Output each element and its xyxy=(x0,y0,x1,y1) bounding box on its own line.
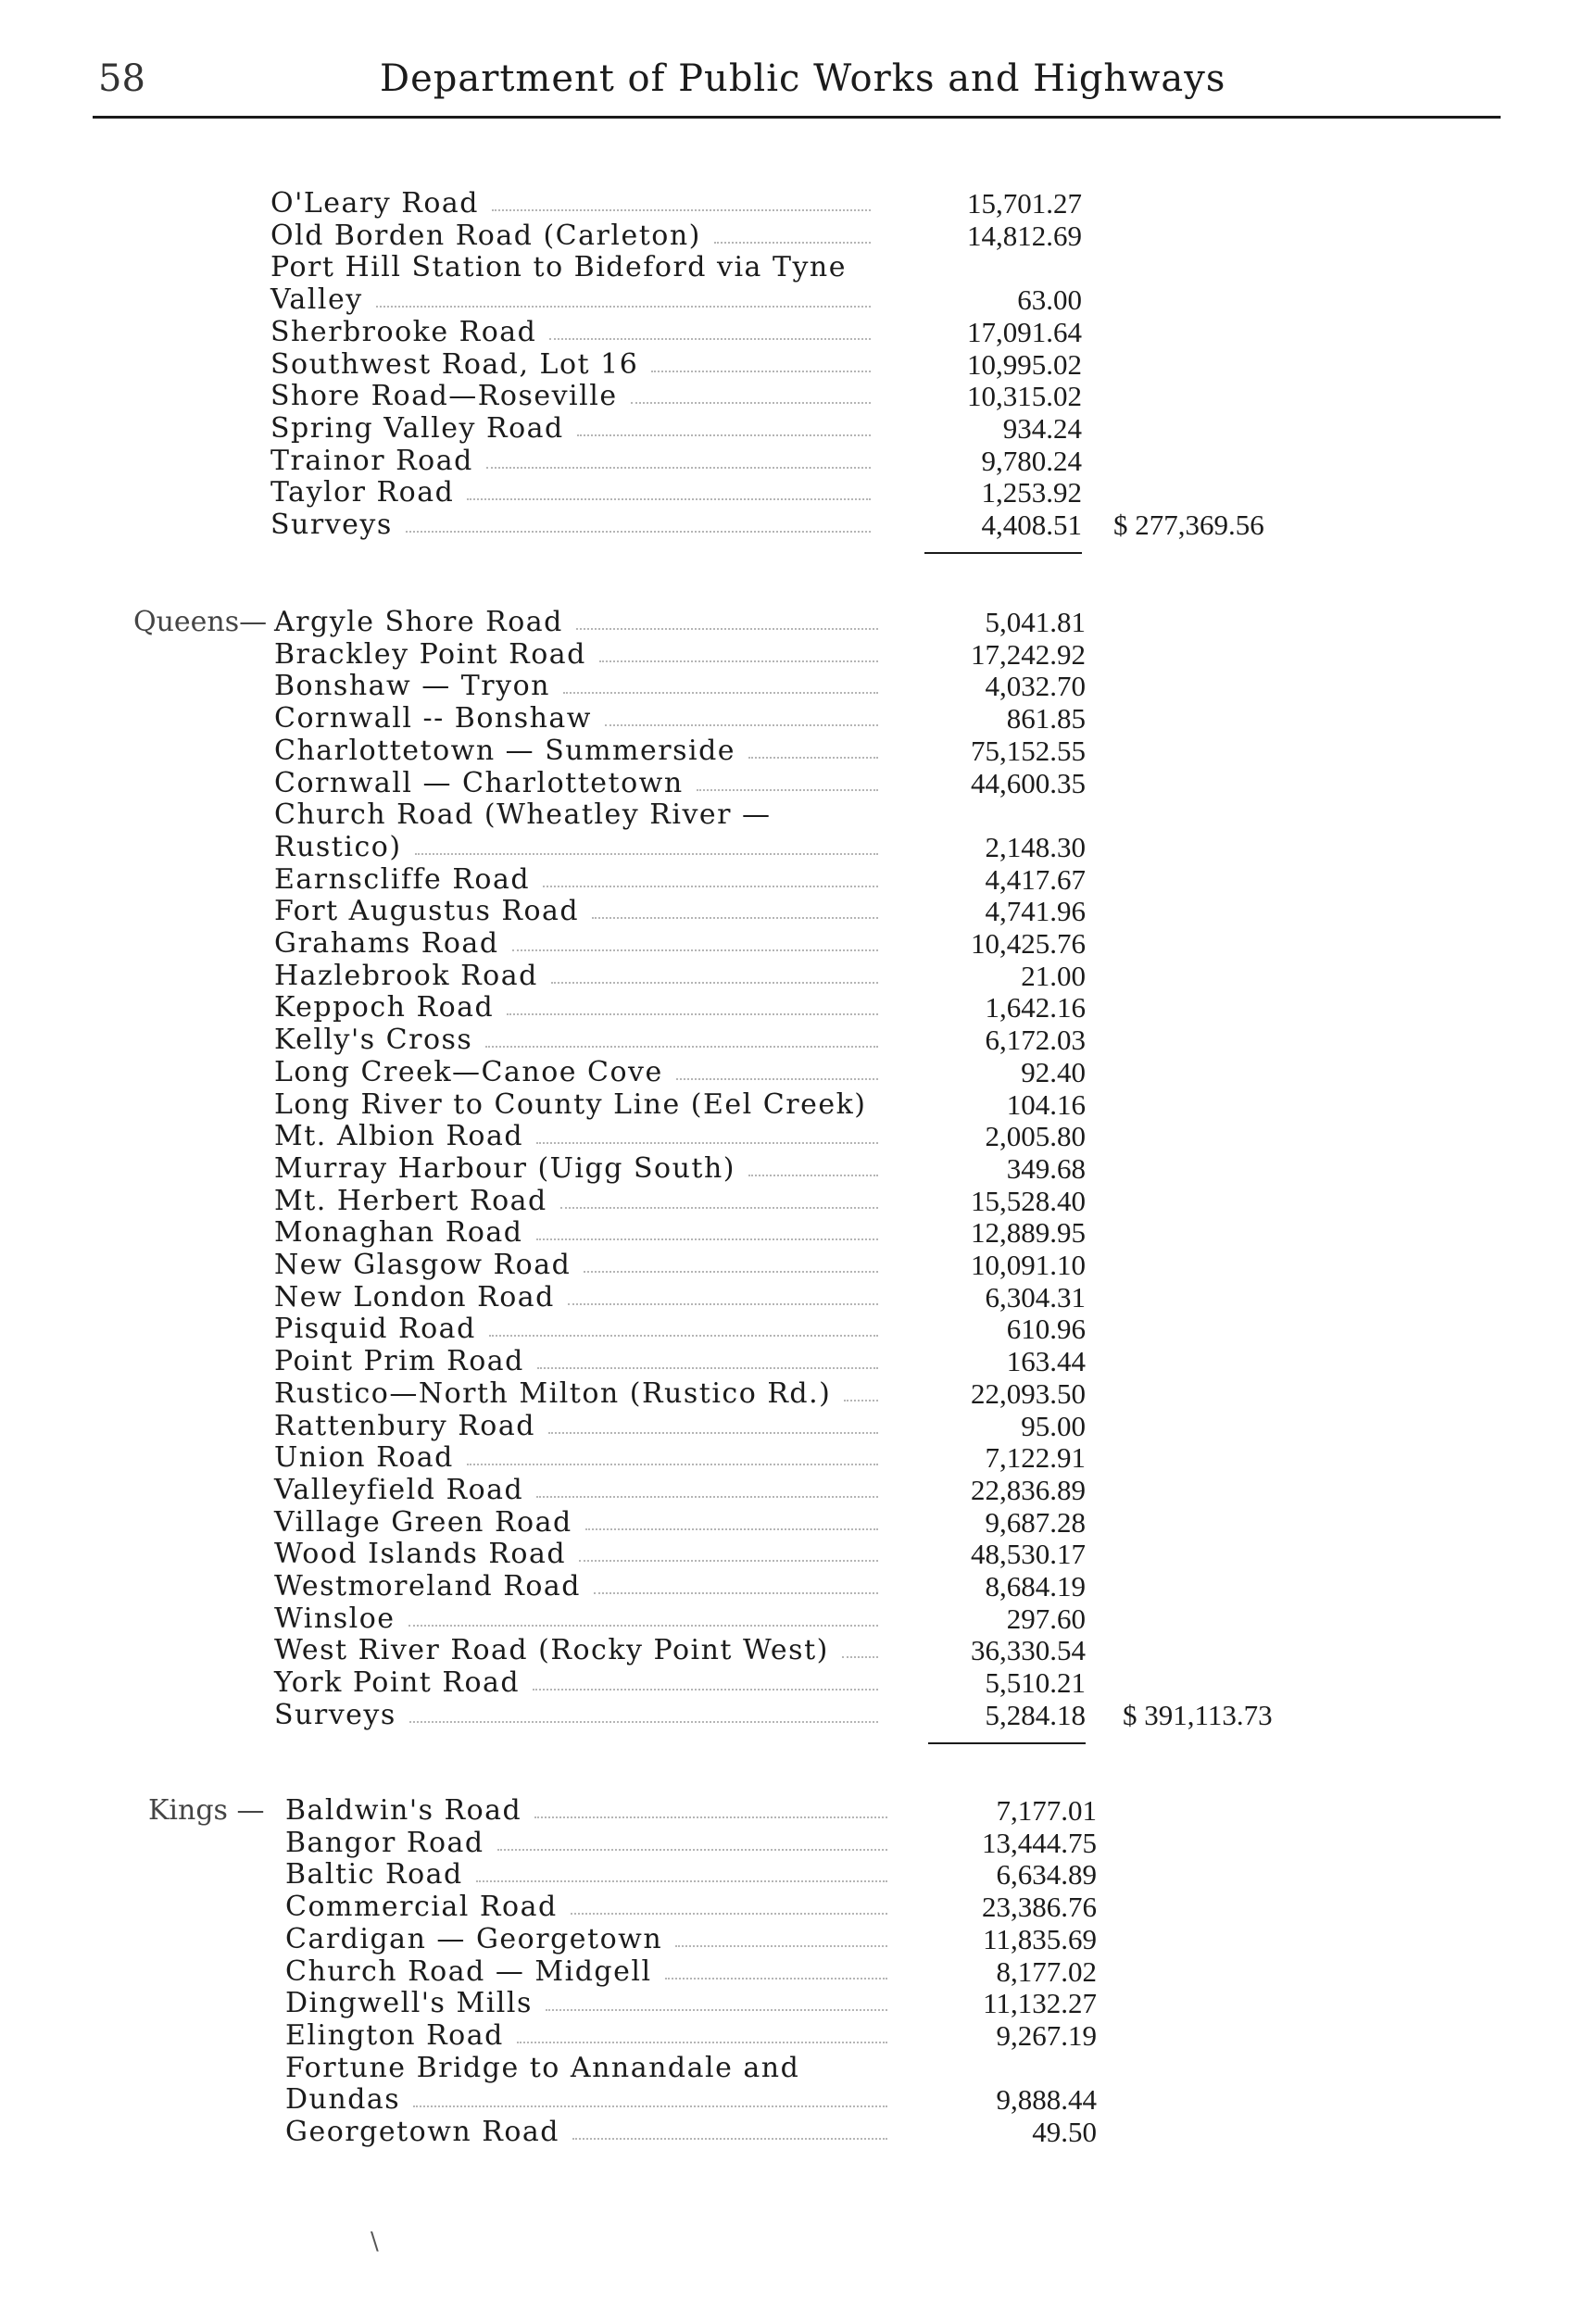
list-item xyxy=(0,702,1596,735)
list-item xyxy=(0,1185,1596,1217)
dot-leader xyxy=(413,2105,887,2107)
list-item xyxy=(0,1987,1596,2019)
list-item xyxy=(0,1024,1596,1056)
dot-leader xyxy=(548,1432,878,1434)
amount-value: 12,889.95 xyxy=(971,1216,1086,1250)
list-item xyxy=(0,1570,1596,1602)
list-item xyxy=(0,1794,1596,1827)
road-name: Long River to County Line (Eel Creek) xyxy=(274,1087,867,1121)
dot-leader xyxy=(536,1238,878,1240)
road-name: Fort Augustus Road xyxy=(274,895,580,928)
amount-value: 6,172.03 xyxy=(985,1024,1086,1057)
list-item xyxy=(0,1634,1596,1666)
road-name: Southwest Road, Lot 16 xyxy=(270,347,639,381)
amount-value: 4,032.70 xyxy=(985,670,1086,703)
amount-value: 2,148.30 xyxy=(985,830,1086,863)
dot-leader xyxy=(543,886,878,887)
road-name: Dundas xyxy=(285,2083,401,2117)
road-name: Church Road — Midgell xyxy=(285,1954,652,1988)
dot-leader xyxy=(536,1496,878,1498)
list-item xyxy=(0,509,1596,541)
dot-leader xyxy=(415,853,878,855)
road-name: Brackley Point Road xyxy=(274,637,586,671)
amount-value: 1,642.16 xyxy=(985,991,1086,1024)
list-item xyxy=(0,476,1596,509)
road-name: Bonshaw — Tryon xyxy=(274,670,550,703)
road-name: Port Hill Station to Bideford via Tyne xyxy=(270,251,848,284)
list-item xyxy=(0,606,1596,638)
dot-leader xyxy=(546,2009,887,2011)
amount-value: 9,780.24 xyxy=(981,444,1082,477)
road-name: Point Prim Road xyxy=(274,1345,524,1378)
road-name: Trainor Road xyxy=(270,444,473,477)
amount-value: 23,386.76 xyxy=(982,1891,1097,1924)
list-item xyxy=(0,1345,1596,1377)
road-name: New London Road xyxy=(274,1280,555,1313)
road-name: Commercial Road xyxy=(285,1891,558,1924)
list-item xyxy=(0,1699,1596,1731)
amount-value: 4,741.96 xyxy=(985,895,1086,928)
road-name: Wood Islands Road xyxy=(274,1538,567,1571)
dot-leader xyxy=(571,1913,887,1915)
dot-leader xyxy=(584,1271,878,1273)
road-name: Cornwall -- Bonshaw xyxy=(274,702,592,735)
dot-leader xyxy=(579,1560,878,1562)
county-label: Kings — xyxy=(148,1794,265,1827)
stray-mark: \ xyxy=(371,2228,379,2256)
dot-leader xyxy=(748,757,878,759)
road-name: Mt. Herbert Road xyxy=(274,1184,547,1217)
dot-leader xyxy=(551,982,878,984)
amount-value: 14,812.69 xyxy=(967,219,1082,252)
dot-leader xyxy=(594,1592,878,1594)
amount-value: 36,330.54 xyxy=(971,1634,1086,1667)
dot-leader xyxy=(714,242,871,244)
dot-leader xyxy=(517,2042,887,2043)
list-item xyxy=(0,1088,1596,1121)
road-name: Keppoch Road xyxy=(274,991,495,1024)
dot-leader xyxy=(507,1013,878,1015)
dot-leader xyxy=(568,1303,878,1305)
dot-leader xyxy=(512,949,878,951)
dot-leader xyxy=(560,1207,878,1209)
amount-value: 297.60 xyxy=(1006,1602,1086,1635)
list-item xyxy=(0,1441,1596,1474)
dot-leader xyxy=(697,789,878,791)
amount-value: 7,122.91 xyxy=(985,1441,1086,1475)
dot-leader xyxy=(497,1849,887,1851)
road-name: Winsloe xyxy=(274,1602,396,1635)
list-item xyxy=(0,412,1596,445)
amount-value: 104.16 xyxy=(1006,1087,1086,1121)
page-number: 58 xyxy=(98,57,145,100)
list-item xyxy=(0,863,1596,896)
dot-leader xyxy=(476,1880,887,1882)
amount-value: 1,253.92 xyxy=(981,476,1082,509)
list-item xyxy=(0,348,1596,381)
list-item xyxy=(0,895,1596,927)
list-item xyxy=(0,2083,1596,2116)
amount-value: 8,684.19 xyxy=(985,1570,1086,1602)
county-label: Queens— xyxy=(133,606,268,638)
amount-value: 17,242.92 xyxy=(971,637,1086,671)
road-name: Charlottetown — Summerside xyxy=(274,734,736,767)
list-item xyxy=(0,220,1596,252)
dot-leader xyxy=(576,628,878,630)
list-item xyxy=(0,2116,1596,2148)
road-name: York Point Road xyxy=(274,1666,521,1700)
dot-leader xyxy=(676,1078,878,1080)
amount-value: 610.96 xyxy=(1006,1313,1086,1346)
dot-leader xyxy=(585,1528,878,1530)
list-item xyxy=(0,445,1596,477)
dot-leader xyxy=(534,1816,887,1818)
dot-leader xyxy=(408,1625,878,1627)
amount-value: 75,152.55 xyxy=(971,734,1086,767)
dot-leader xyxy=(409,1721,878,1723)
road-name: Argyle Shore Road xyxy=(274,606,563,638)
dot-leader xyxy=(842,1656,878,1658)
list-item xyxy=(0,1666,1596,1699)
road-name: Dingwell's Mills xyxy=(285,1987,533,2020)
list-item xyxy=(0,1506,1596,1539)
list-item xyxy=(0,1056,1596,1088)
list-item xyxy=(0,1410,1596,1442)
list-item xyxy=(0,960,1596,992)
dot-leader xyxy=(533,1689,878,1690)
road-name: Elington Road xyxy=(285,2018,504,2052)
road-name: Fortune Bridge to Annandale and xyxy=(285,2051,800,2084)
road-name: Mt. Albion Road xyxy=(274,1120,524,1153)
page-title: Department of Public Works and Highways xyxy=(380,57,1226,100)
amount-value: 63.00 xyxy=(1017,283,1082,317)
header-rule xyxy=(93,116,1501,119)
list-item xyxy=(0,1216,1596,1249)
list-item xyxy=(0,1152,1596,1185)
amount-value: 11,835.69 xyxy=(983,1922,1097,1955)
amount-value: 22,836.89 xyxy=(971,1473,1086,1506)
road-name: Murray Harbour (Uigg South) xyxy=(274,1151,735,1185)
dot-leader xyxy=(748,1175,878,1176)
dot-leader xyxy=(467,498,871,500)
road-name: Cornwall — Charlottetown xyxy=(274,766,684,799)
road-name: O'Leary Road xyxy=(270,187,479,220)
road-name: Village Green Road xyxy=(274,1505,572,1539)
road-name: Surveys xyxy=(270,509,393,541)
list-item xyxy=(0,1474,1596,1506)
list-item xyxy=(0,831,1596,863)
road-name: Church Road (Wheatley River — xyxy=(274,798,772,832)
amount-value: 9,888.44 xyxy=(996,2083,1097,2117)
road-name: Spring Valley Road xyxy=(270,411,564,445)
amount-value: 861.85 xyxy=(1006,702,1086,735)
dot-leader xyxy=(572,2138,887,2140)
county-total: $ 391,113.73 xyxy=(1123,1698,1273,1731)
dot-leader xyxy=(599,660,878,662)
dot-leader xyxy=(631,402,871,404)
amount-value: 4,408.51 xyxy=(981,509,1082,541)
list-item xyxy=(0,1827,1596,1859)
dot-leader xyxy=(592,917,878,919)
subtotal-rule xyxy=(928,1742,1086,1744)
list-item xyxy=(0,2052,1596,2084)
road-name: Bangor Road xyxy=(285,1826,484,1859)
amount-value: 10,425.76 xyxy=(971,927,1086,960)
dot-leader xyxy=(549,338,871,340)
list-item xyxy=(0,927,1596,960)
road-name: West River Road (Rocky Point West) xyxy=(274,1634,829,1667)
list-item xyxy=(0,283,1596,316)
amount-value: 10,995.02 xyxy=(967,347,1082,381)
list-item xyxy=(0,187,1596,220)
road-name: Monaghan Road xyxy=(274,1216,523,1250)
road-name: Sherbrooke Road xyxy=(270,315,537,348)
road-name: Old Borden Road (Carleton) xyxy=(270,219,701,252)
road-name: Valley xyxy=(270,283,363,317)
amount-value: 7,177.01 xyxy=(996,1794,1097,1827)
amount-value: 163.44 xyxy=(1006,1345,1086,1378)
road-name: Georgetown Road xyxy=(285,2116,559,2148)
dot-leader xyxy=(492,209,871,211)
list-item xyxy=(0,1120,1596,1152)
county-total: $ 277,369.56 xyxy=(1113,509,1264,541)
amount-value: 17,091.64 xyxy=(967,315,1082,348)
list-item xyxy=(0,1313,1596,1345)
subtotal-rule xyxy=(924,552,1082,554)
dot-leader xyxy=(376,306,871,308)
road-name: Grahams Road xyxy=(274,927,499,960)
road-name: Shore Road—Roseville xyxy=(270,380,618,413)
amount-value: 934.24 xyxy=(1002,411,1082,445)
road-name: Cardigan — Georgetown xyxy=(285,1922,663,1955)
dot-leader xyxy=(563,692,878,694)
dot-leader xyxy=(489,1335,878,1337)
road-name: Baltic Road xyxy=(285,1858,463,1892)
list-item xyxy=(0,380,1596,412)
amount-value: 15,528.40 xyxy=(971,1184,1086,1217)
road-name: Pisquid Road xyxy=(274,1313,476,1346)
road-name: Westmoreland Road xyxy=(274,1570,581,1602)
amount-value: 48,530.17 xyxy=(971,1538,1086,1571)
road-name: New Glasgow Road xyxy=(274,1249,572,1281)
road-name: Union Road xyxy=(274,1441,454,1475)
list-item xyxy=(0,735,1596,767)
dot-leader xyxy=(605,724,878,726)
amount-value: 15,701.27 xyxy=(967,187,1082,220)
list-item xyxy=(0,2019,1596,2052)
list-item xyxy=(0,316,1596,348)
amount-value: 22,093.50 xyxy=(971,1376,1086,1410)
list-item xyxy=(0,1249,1596,1281)
amount-value: 49.50 xyxy=(1032,2116,1097,2148)
amount-value: 21.00 xyxy=(1021,959,1086,992)
amount-value: 2,005.80 xyxy=(985,1120,1086,1153)
amount-value: 4,417.67 xyxy=(985,862,1086,896)
list-item xyxy=(0,1281,1596,1313)
list-item xyxy=(0,1377,1596,1410)
list-item xyxy=(0,798,1596,831)
list-item xyxy=(0,1923,1596,1955)
road-name: Hazlebrook Road xyxy=(274,959,538,992)
dot-leader xyxy=(486,467,871,469)
road-name: Rustico—North Milton (Rustico Rd.) xyxy=(274,1376,832,1410)
list-item xyxy=(0,1891,1596,1923)
road-name: Rustico) xyxy=(274,830,402,863)
dot-leader xyxy=(675,1945,887,1947)
amount-value: 5,510.21 xyxy=(985,1666,1086,1700)
amount-value: 5,041.81 xyxy=(985,606,1086,638)
amount-value: 10,091.10 xyxy=(971,1249,1086,1281)
dot-leader xyxy=(577,434,871,436)
page-header xyxy=(93,57,1501,113)
road-name: Baldwin's Road xyxy=(285,1794,522,1827)
amount-value: 349.68 xyxy=(1006,1151,1086,1185)
dot-leader xyxy=(467,1464,878,1465)
amount-value: 9,687.28 xyxy=(985,1505,1086,1539)
list-item xyxy=(0,1602,1596,1635)
road-name: Surveys xyxy=(274,1698,396,1731)
dot-leader xyxy=(651,371,871,372)
amount-value: 95.00 xyxy=(1021,1409,1086,1442)
road-name: Long Creek—Canoe Cove xyxy=(274,1055,663,1088)
amount-value: 6,634.89 xyxy=(996,1858,1097,1892)
list-item xyxy=(0,991,1596,1024)
dot-leader xyxy=(536,1142,878,1144)
list-item xyxy=(0,1955,1596,1988)
list-item xyxy=(0,1858,1596,1891)
road-name: Earnscliffe Road xyxy=(274,862,531,896)
amount-value: 8,177.02 xyxy=(996,1954,1097,1988)
dot-leader xyxy=(844,1400,878,1401)
list-item xyxy=(0,670,1596,702)
dot-leader xyxy=(665,1978,887,1980)
amount-value: 11,132.27 xyxy=(983,1987,1097,2020)
amount-value: 6,304.31 xyxy=(985,1280,1086,1313)
road-name: Kelly's Cross xyxy=(274,1024,473,1057)
amount-value: 92.40 xyxy=(1021,1055,1086,1088)
list-item xyxy=(0,638,1596,671)
amount-value: 10,315.02 xyxy=(967,380,1082,413)
dot-leader xyxy=(485,1046,878,1048)
amount-value: 9,267.19 xyxy=(996,2018,1097,2052)
road-name: Valleyfield Road xyxy=(274,1473,524,1506)
road-name: Taylor Road xyxy=(270,476,455,509)
list-item xyxy=(0,251,1596,283)
amount-value: 5,284.18 xyxy=(985,1698,1086,1731)
dot-leader xyxy=(537,1367,878,1369)
amount-value: 44,600.35 xyxy=(971,766,1086,799)
list-item xyxy=(0,1538,1596,1570)
road-name: Rattenbury Road xyxy=(274,1409,535,1442)
list-item xyxy=(0,767,1596,799)
amount-value: 13,444.75 xyxy=(982,1826,1097,1859)
dot-leader xyxy=(406,531,871,533)
